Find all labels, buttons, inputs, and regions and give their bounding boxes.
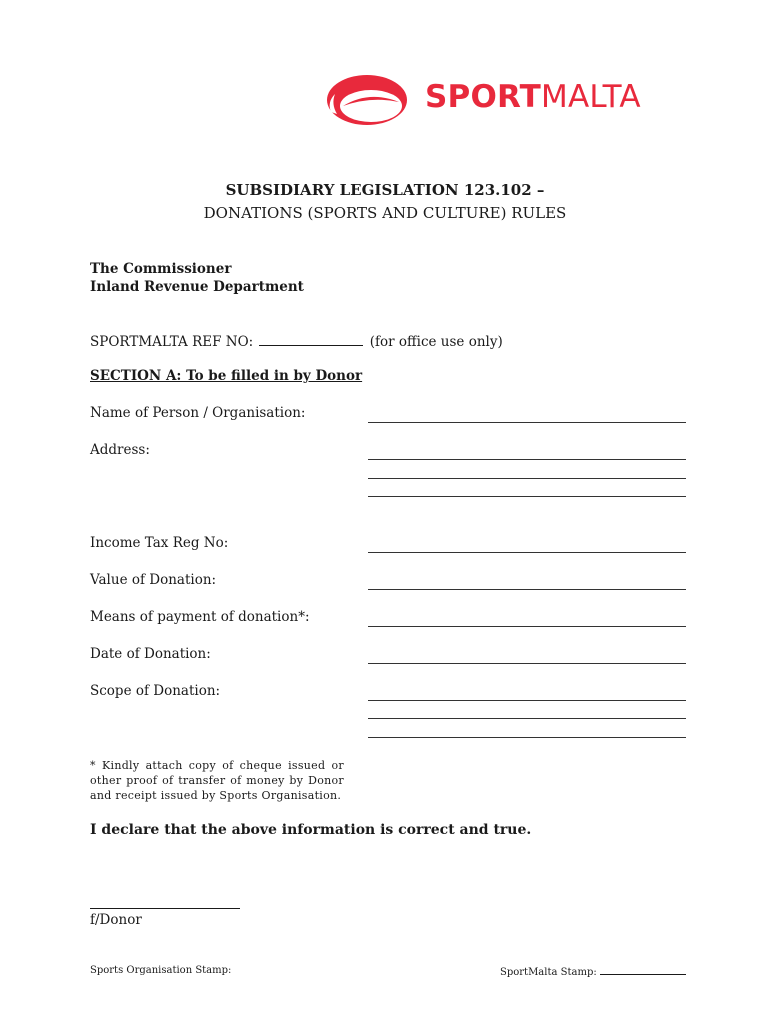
document-subtitle: DONATIONS (SPORTS AND CULTURE) RULES [203, 204, 567, 222]
means-field-line[interactable] [368, 626, 686, 627]
document-title: SUBSIDIARY LEGISLATION 123.102 – [225, 181, 545, 199]
sportmalta-logo [325, 72, 665, 130]
value-label: Value of Donation: [90, 572, 217, 588]
sportmalta-stamp-line[interactable] [600, 965, 686, 975]
means-label: Means of payment of donation*: [90, 609, 310, 625]
ref-row [90, 333, 503, 350]
logo-wordmark: SPORTMALTA [425, 79, 641, 115]
scope-field-line-3[interactable] [368, 737, 686, 738]
signature-line[interactable] [90, 908, 240, 909]
tax-reg-field-line[interactable] [368, 552, 686, 553]
footnote: * Kindly attach copy of cheque issued or other proof of transfer of money by Donor and receipt issued by Sports Organisation. [90, 759, 344, 802]
ref-input-line[interactable] [259, 333, 363, 346]
address-field-line-1[interactable] [368, 459, 686, 460]
address-field-line-3[interactable] [368, 496, 686, 497]
addressee-line-2: Inland Revenue Department [90, 279, 304, 295]
value-field-line[interactable] [368, 589, 686, 590]
ref-note: (for office use only) [369, 334, 503, 350]
sportmalta-stamp-label: SportMalta Stamp: [500, 967, 597, 978]
sports-org-stamp-label: Sports Organisation Stamp: [90, 965, 232, 976]
tax-reg-label: Income Tax Reg No: [90, 535, 229, 551]
date-field-line[interactable] [368, 663, 686, 664]
logo-swoosh-icon [325, 72, 415, 130]
address-label: Address: [90, 442, 150, 458]
section-a-heading: SECTION A: To be filled in by Donor [90, 368, 363, 384]
signature-label: f/Donor [90, 912, 142, 928]
declaration: I declare that the above information is correct and true. [90, 822, 532, 838]
name-field-line[interactable] [368, 422, 686, 423]
scope-field-line-2[interactable] [368, 718, 686, 719]
addressee-line-1: The Commissioner [90, 261, 232, 277]
scope-label: Scope of Donation: [90, 683, 221, 699]
date-label: Date of Donation: [90, 646, 211, 662]
address-field-line-2[interactable] [368, 478, 686, 479]
scope-field-line-1[interactable] [368, 700, 686, 701]
sportmalta-stamp-row [500, 965, 686, 978]
name-label: Name of Person / Organisation: [90, 405, 306, 421]
ref-label: SPORTMALTA REF NO: [90, 334, 254, 350]
